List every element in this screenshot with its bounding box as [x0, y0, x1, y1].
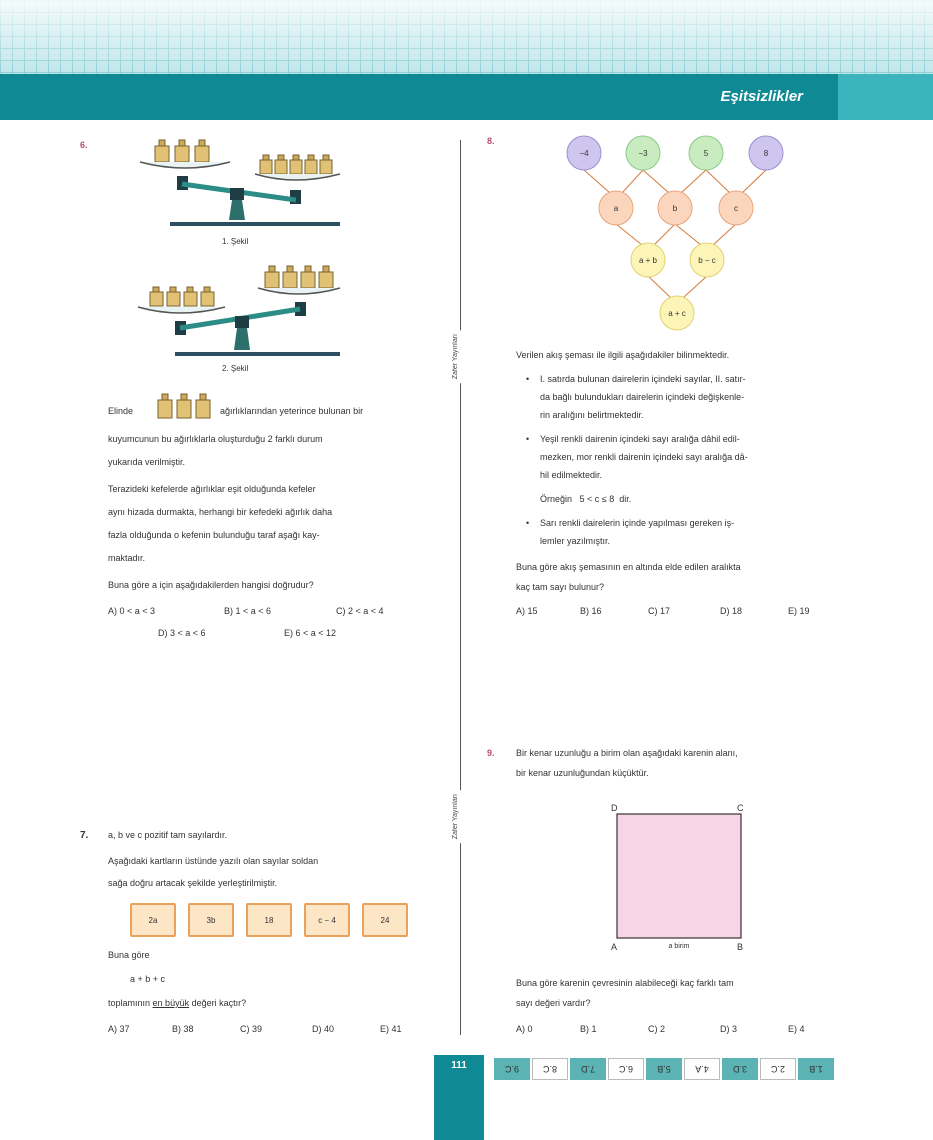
- square-figure: [605, 798, 755, 953]
- answer-key-cell: 8.C: [532, 1058, 568, 1080]
- node-top-3: 5: [703, 149, 709, 158]
- q8-bullet-2-line-3: hil edilmektedir.: [540, 470, 603, 480]
- q6-option-b[interactable]: B) 1 < a < 6: [224, 606, 272, 616]
- node-low-b-minus-c: b − c: [698, 256, 716, 265]
- side-length-label: a birim: [668, 943, 690, 950]
- q6-line-4: Terazideki kefelerde ağırlıklar eşit olduğunda kefeler: [108, 484, 316, 494]
- card-2a: 2a: [130, 903, 176, 937]
- q7-line-2: Aşağıdaki kartların üstünde yazılı olan sayılar soldan: [108, 856, 319, 866]
- node-mid-b: b: [672, 204, 678, 213]
- q8-example-expr: 5 < c ≤ 8: [579, 494, 615, 504]
- q6-line-6: fazla olduğunda o kefenin bulunduğu taraf aşağı kay-: [108, 530, 320, 540]
- q9-option-a[interactable]: A) 0: [516, 1024, 533, 1034]
- q9-question-line-1: Buna göre karenin çevresinin alabileceği kaç farklı tam: [516, 978, 734, 988]
- answer-key-cell: 6.C: [608, 1058, 644, 1080]
- weights-left: [155, 140, 209, 162]
- answer-key-cell: 7.D: [570, 1058, 606, 1080]
- weights-left: [150, 287, 214, 306]
- q8-bullet-1-line-2: da bağlı bulundukları dairelerin içindeki değişkenle-: [540, 392, 745, 402]
- bullet-icon: •: [526, 374, 530, 384]
- flow-node-row-1: [567, 136, 783, 170]
- answer-key-cell: 3.D: [722, 1058, 758, 1080]
- weights-right: [265, 266, 333, 288]
- section-title: Eşitsizlikler: [720, 88, 803, 105]
- q7-option-a[interactable]: A) 37: [108, 1024, 130, 1034]
- q9-option-e[interactable]: E) 4: [788, 1024, 805, 1034]
- question-7-number: 7.: [80, 830, 89, 841]
- q6-option-c[interactable]: C) 2 < a < 4: [336, 606, 384, 616]
- q8-bullet-2-line-1: Yeşil renkli dairenin içindeki sayı aralığa dâhil edil-: [540, 434, 740, 444]
- node-bottom-a-plus-c: a + c: [668, 309, 686, 318]
- column-divider: [460, 140, 461, 1035]
- header-tab: [838, 74, 933, 120]
- q7-line-5-b: değeri kaçtır?: [191, 998, 247, 1008]
- header-grid-background: [0, 0, 933, 76]
- answer-key-cell: 9.C: [494, 1058, 530, 1080]
- node-low-a-plus-b: a + b: [638, 256, 658, 265]
- weights-right: [260, 155, 332, 174]
- q8-example-label: Örneğin: [540, 494, 573, 504]
- card-18: 18: [246, 903, 292, 937]
- q8-option-e[interactable]: E) 19: [788, 606, 810, 616]
- bullet-icon: •: [526, 434, 530, 444]
- q6-option-e[interactable]: E) 6 < a < 12: [284, 628, 337, 638]
- q7-line-5-a: toplamının: [108, 998, 151, 1008]
- question-9-number: 9.: [487, 748, 495, 758]
- answer-key-cell: 1.B: [798, 1058, 834, 1080]
- q7-expression: a + b + c: [130, 974, 166, 984]
- q9-option-b[interactable]: B) 1: [580, 1024, 597, 1034]
- side-label: Zafer Yayınları: [452, 330, 468, 383]
- q7-line-5-underline: en büyük: [152, 998, 190, 1008]
- weight-set-icon: [156, 392, 214, 420]
- q8-option-d[interactable]: D) 18: [720, 606, 743, 616]
- q8-bullet-2-line-2: mezken, mor renkli dairenin içindeki sayı aralığa dâ-: [540, 452, 748, 462]
- vertex-d: D: [611, 803, 618, 813]
- answer-key-cell: 2.C: [760, 1058, 796, 1080]
- figure-2-caption: 2. Şekil: [222, 364, 249, 373]
- q6-option-a[interactable]: A) 0 < a < 3: [108, 606, 156, 616]
- q9-option-c[interactable]: C) 2: [648, 1024, 666, 1034]
- node-top-4: 8: [763, 149, 769, 158]
- balance-figure-2: [130, 262, 350, 367]
- q8-bullet-3-line-2: lemler yazılmıştır.: [540, 536, 611, 546]
- node-top-1: −4: [579, 149, 589, 158]
- q6-line-2: kuyumcunun bu ağırlıklarla oluşturduğu 2 farklı durum: [108, 434, 323, 444]
- q6-line-3: yukarıda verilmiştir.: [108, 457, 186, 467]
- q6-line-1b: ağırlıklarından yeterince bulunan bir: [220, 406, 364, 416]
- q7-option-d[interactable]: D) 40: [312, 1024, 335, 1034]
- q7-option-e[interactable]: E) 41: [380, 1024, 402, 1034]
- q7-line-5: [108, 992, 246, 1015]
- q9-option-d[interactable]: D) 3: [720, 1024, 738, 1034]
- q7-line-3: sağa doğru artacak şekilde yerleştirilmiştir.: [108, 878, 278, 888]
- node-mid-c: c: [734, 204, 738, 213]
- card-3b: 3b: [188, 903, 234, 937]
- q8-intro: Verilen akış şeması ile ilgili aşağıdakiler bilinmektedir.: [516, 350, 730, 360]
- node-top-2: −3: [638, 149, 648, 158]
- q8-bullet-3-line-1: Sarı renkli dairelerin içinde yapılması gereken iş-: [540, 518, 735, 528]
- q6-line-7: maktadır.: [108, 553, 146, 563]
- pink-square: [617, 814, 741, 938]
- q8-example: [540, 488, 631, 511]
- vertex-b: B: [737, 942, 744, 952]
- vertex-a: A: [611, 942, 618, 952]
- answer-key-cell: 4.A: [684, 1058, 720, 1080]
- balance-figure-1: [130, 128, 350, 238]
- q8-question-line-2: kaç tam sayı bulunur?: [516, 582, 605, 592]
- q9-question-line-2: sayı değeri vardır?: [516, 998, 591, 1008]
- q8-option-c[interactable]: C) 17: [648, 606, 671, 616]
- q8-example-end: dir.: [619, 494, 632, 504]
- card-c-minus-4: c − 4: [304, 903, 350, 937]
- q9-line-2: bir kenar uzunluğundan küçüktür.: [516, 768, 649, 778]
- bullet-icon: •: [526, 518, 530, 528]
- figure-1-caption: 1. Şekil: [222, 237, 249, 246]
- card-24: 24: [362, 903, 408, 937]
- side-label: Zafer Yayınları: [452, 790, 468, 843]
- q8-option-b[interactable]: B) 16: [580, 606, 602, 616]
- q8-option-a[interactable]: A) 15: [516, 606, 538, 616]
- q8-question-line-1: Buna göre akış şemasının en altında elde edilen aralıkta: [516, 562, 741, 572]
- answer-key-cell: 5.B: [646, 1058, 682, 1080]
- q6-option-d[interactable]: D) 3 < a < 6: [158, 628, 206, 638]
- page-number: 111: [451, 1060, 467, 1071]
- question-8-number: 8.: [487, 136, 495, 146]
- question-6-number: 6.: [80, 140, 88, 150]
- vertex-c: C: [737, 803, 744, 813]
- q7-line-1: a, b ve c pozitif tam sayılardır.: [108, 830, 228, 840]
- q6-line-5: aynı hizada durmakta, herhangi bir kefedeki ağırlık daha: [108, 507, 333, 517]
- flow-diagram: [560, 130, 800, 335]
- q7-line-4: Buna göre: [108, 950, 150, 960]
- q7-option-b[interactable]: B) 38: [172, 1024, 194, 1034]
- node-mid-a: a: [613, 204, 619, 213]
- q8-bullet-1-line-1: I. satırda bulunan dairelerin içindeki sayılar, II. satır-: [540, 374, 746, 384]
- q8-bullet-1-line-3: rin aralığını belirtmektedir.: [540, 410, 644, 420]
- q6-line-1a: Elinde: [108, 406, 134, 416]
- q9-line-1: Bir kenar uzunluğu a birim olan aşağıdaki karenin alanı,: [516, 748, 738, 758]
- q6-question: Buna göre a için aşağıdakilerden hangisi doğrudur?: [108, 580, 314, 590]
- q7-option-c[interactable]: C) 39: [240, 1024, 263, 1034]
